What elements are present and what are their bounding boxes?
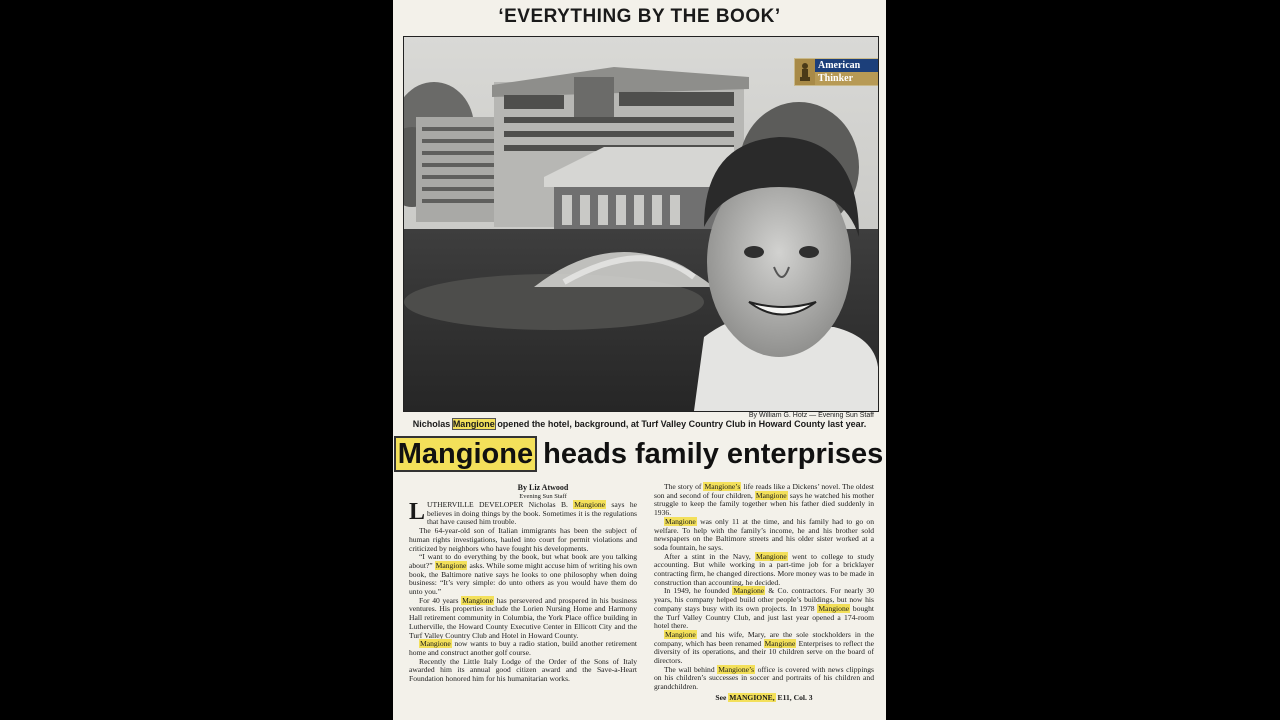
highlight: Mangione [665,516,696,526]
paragraph [409,597,637,641]
paragraph [409,501,637,527]
text: went to college to study accounting. But while working in a part-time job for a bricklayer contracting firm, he changed directions. More money was to be made in construction than accounting, he decided. [654,551,874,587]
text: UTHERVILLE DEVELOPER Nicholas B. [427,500,574,509]
highlight: MANGIONE, [729,692,775,702]
logo-text [815,59,879,85]
text: After a stint in the Navy, [664,551,755,561]
text: The story of [664,482,704,491]
paragraph [654,587,874,631]
text: The wall behind [664,664,718,674]
text: life reads like a Dickens’ novel. The oldest son and second of four children, [654,482,875,500]
text: bought the Turf Valley Country Club, and just last year opened a 174-room hotel there. [654,603,874,631]
highlight: Mangione’s [704,482,741,491]
text: was only 11 at the time, and his family had to go on welfare. To help with the family’s income, he and his brother sold newspapers on the Baltimore streets and his older sister worked at a soda fountain, he says. [654,516,874,552]
paragraph [654,518,874,553]
photo [403,36,879,412]
highlight: Mangione [462,595,493,605]
byline: By Liz Atwood [517,483,569,492]
logo-line-1: American [815,59,879,72]
highlight: Mangione [574,500,606,509]
text: has persevered and prospered in his business ventures. His properties include the Lorien Nursing Home and Harmony Hall retirement community in Columbia, the York Place office building in Lutherville, the Howard County Executive Center in Ellicott City and the Turf Valley Country Club and Hotel in Howard County. [409,595,637,640]
paragraph [409,640,637,657]
paragraph [654,666,874,692]
drop-cap: L [409,499,426,525]
page-title: ‘EVERYTHING BY THE BOOK’ [498,6,781,27]
american-thinker-logo [794,58,879,86]
highlight: Mangione [756,551,787,561]
statue-emblem-icon [795,59,815,85]
highlight: Mangione [764,638,796,648]
newspaper-clipping [393,0,886,720]
text: E11, Col. 3 [775,692,813,702]
caption-text: Nicholas [412,419,453,429]
text: asks. While some might accuse him of writing his own book, the Baltimore native says he looks to one philosophy when doing business: “It’s very simple: do unto others as you would have them do unto you.” [409,560,638,597]
text: In 1949, he founded [664,586,733,596]
hotel-photo-illustration [404,37,878,411]
text: See [715,692,729,702]
highlight: Mangione [420,639,451,649]
paragraph: The 64-year-old son of Italian immigrants has been the subject of human rights investigations, hauled into court for permit violations and criticized by neighbors who have fought his developments. [409,526,637,553]
paragraph: Recently the Little Italy Lodge of the Order of the Sons of Italy awarded him its annual good citizen award and the Save-a-Heart Foundation honored him for his humanitarian works. [409,656,637,684]
highlight: Mangione [818,603,850,613]
photo-caption [393,419,886,429]
byline-staff: Evening Sun Staff [519,493,567,500]
logo-line-2: Thinker [815,72,879,85]
highlight: Mangione [755,490,787,500]
headline-text: heads family enterprises [535,438,884,470]
paragraph [409,553,637,597]
text: “I want to do everything by the book, but what book are you talking about?” [409,552,637,570]
caption-highlight: Mangione [452,419,495,429]
text: says he believes in doing things by the book. Sometimes it is the regulations that have caused him trouble. [427,500,637,527]
headline-highlight: Mangione [397,438,534,470]
text: says he watched his mother struggle to keep the family together when his father died suddenly in 1936. [654,490,874,518]
photo-credit: By William G. Hotz — Evening Sun Staff [748,412,874,419]
text: & Co. contractors. For nearly 30 years, his company helped build other people’s buildings, but now his company stays busy with its own projects. In 1978 [654,586,874,613]
caption-text: opened the hotel, background, at Turf Valley Country Club in Howard County last year. [494,419,867,429]
paragraph [654,483,874,518]
article-column-right [654,483,874,703]
paragraph [654,553,874,588]
text: now wants to buy a radio station, build another retirement home and construct another golf course. [409,639,637,657]
continuation-note [654,694,874,703]
article-headline [393,438,886,471]
text: For 40 years [419,595,462,605]
paragraph [654,631,874,666]
text: and his wife, Mary, are the sole stockholders in the company, which has been renamed [654,629,874,648]
highlight: Mangione [733,586,765,596]
text: office is covered with news clippings on his children’s successes in soccer and portraits of his children and grandchildren. [654,664,874,692]
highlight: Mangione [665,629,696,639]
highlight: Mangione’s [718,664,755,674]
article-column-left [409,483,637,684]
highlight: Mangione [435,560,467,570]
text: Enterprises to reflect the diversity of its operations, and their 10 children serve on the board of directors. [654,638,874,666]
